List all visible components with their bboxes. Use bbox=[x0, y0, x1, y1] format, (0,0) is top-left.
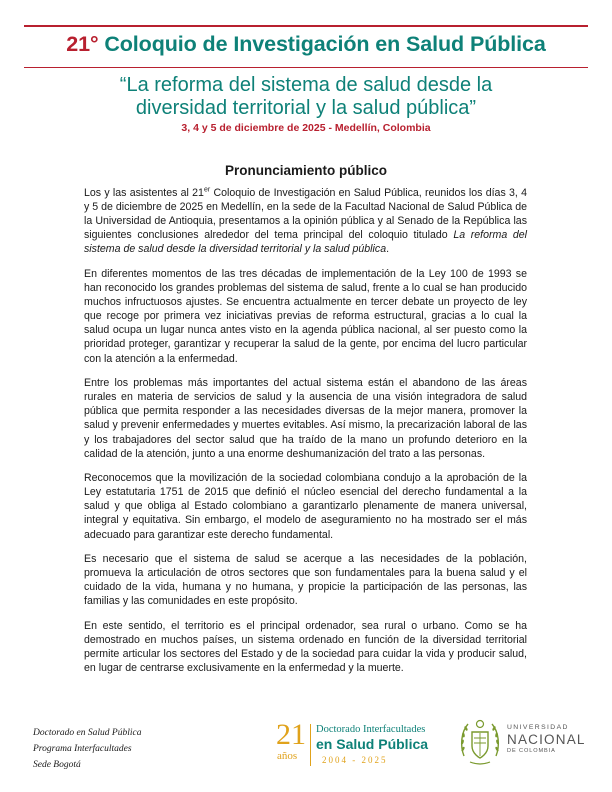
program-line-3: Sede Bogotá bbox=[33, 760, 81, 770]
university-line-2: NACIONAL bbox=[507, 732, 586, 747]
university-wordmark bbox=[507, 724, 586, 754]
anniversary-word: años bbox=[277, 750, 298, 762]
anniversary-logo bbox=[276, 718, 429, 770]
colloquium-title bbox=[0, 32, 612, 57]
document-body bbox=[84, 186, 527, 686]
colloquium-theme bbox=[60, 74, 552, 120]
p1-text-start: Los y las asistentes al 21 bbox=[84, 187, 204, 199]
program-line-1: Doctorado en Salud Pública bbox=[33, 728, 142, 738]
theme-line-2: diversidad territorial y la salud pública” bbox=[135, 97, 477, 119]
paragraph-2: En diferentes momentos de las tres décadas de implementación de la Ley 100 de 1993 se han reconocido los grandes problemas del sistema de salud, frente a lo cual se han producido muchos infructuosos ajustes. Se encuentra actualmente en tercer debate un proyecto de ley que recoge por primera vez iniciativas previas de reforma estructural, gracias a lo cual la salud ocupa un lugar nunca antes visto en la agenda pública nacional, al ser puesto como la prioridad proteger, garantizar y recuperar la salud de la gente, por encima del lucro particular con la atención a la enfermedad. bbox=[84, 267, 527, 365]
p1-text-end: . bbox=[386, 243, 390, 256]
paragraph-6: En este sentido, el territorio es el principal ordenador, sea rural o urbano. Como se ha demostrado en muchos países, un sistema ordenado en función de la diversidad territorial permite articular los sectores del Estado y de la sociedad para cuidar la vida y producir salud, en lugar de centrarse exclusivamente en la enfermedad y la muerte. bbox=[84, 620, 527, 675]
header-top-rule bbox=[24, 25, 588, 27]
anniversary-divider bbox=[310, 724, 311, 766]
university-line-1: UNIVERSIDAD bbox=[507, 724, 569, 731]
edition-number: 21° bbox=[66, 32, 99, 56]
university-seal-icon bbox=[458, 716, 502, 768]
anniversary-program-line: Doctorado Interfacultades bbox=[316, 724, 426, 735]
anniversary-program-name: en Salud Pública bbox=[316, 736, 429, 752]
colloquium-name: Coloquio de Investigación en Salud Pública bbox=[104, 32, 546, 56]
anniversary-years: 2004 - 2025 bbox=[322, 755, 388, 765]
header-bottom-rule bbox=[24, 67, 588, 68]
ordinal-superscript: er bbox=[203, 186, 211, 194]
paragraph-4: Reconocemos que la movilización de la sociedad colombiana condujo a la aprobación de la Ley estatutaria 1751 de 2015 que definió el núcleo esencial del derecho fundamental a la salud y que obliga al Estado colombiano a garantizarlo plenamente de manera universal, integral y equitativa. Sin embargo, el modelo de aseguramiento no ha mostrado ser el más adecuado para garantizar este derecho fundamental. bbox=[84, 472, 527, 541]
anniversary-number: 21 bbox=[276, 718, 306, 751]
document-heading: Pronunciamiento público bbox=[224, 163, 387, 178]
program-line-2: Programa Interfacultades bbox=[33, 744, 132, 754]
dates-location: 3, 4 y 5 de diciembre de 2025 - Medellín, Colombia bbox=[181, 122, 431, 134]
paragraph-5: Es necesario que el sistema de salud se acerque a las necesidades de la población, promueva la articulación de otros sectores que son fundamentales para la buena salud y el cuidado de la vida, humana y no humana, y propicie la participación de las personas, las familias y las comunidades en este propósito. bbox=[84, 553, 527, 608]
theme-line-1: “La reforma del sistema de salud desde la bbox=[119, 74, 493, 96]
paragraph-3: Entre los problemas más importantes del actual sistema están el abandono de las áreas rurales en materia de servicios de salud y la ausencia de una visión integradora de salud pública que permita responder a las necesidades diversas de la mejor manera, promover la salud y prevenir enfermedades y muertes evitables. Así mismo, la precarización laboral de las y los trabajadores del sector salud que ha traído de la mano un profundo deterioro en la calidad de la atención, junto a una enorme deshumanización del trato a las personas. bbox=[84, 377, 527, 460]
university-line-3: DE COLOMBIA bbox=[507, 748, 556, 754]
program-info bbox=[33, 725, 141, 773]
p1-text-main: Coloquio de Investigación en Salud Pública, reunidos los días 3, 4 y 5 de diciembre de 2025 en Medellín, en la sede de la Facultad Nacional de Salud Pública de la Universidad de Antioquia, presentamos a la opinión pública y al Senado de la República las siguientes conclusiones alrededor del tema principal del coloquio titulado bbox=[84, 187, 527, 242]
colloquium-topic-italic: La reforma del sistema de salud desde la diversidad territorial y la salud pública bbox=[84, 229, 527, 256]
paragraph-1 bbox=[84, 186, 527, 256]
